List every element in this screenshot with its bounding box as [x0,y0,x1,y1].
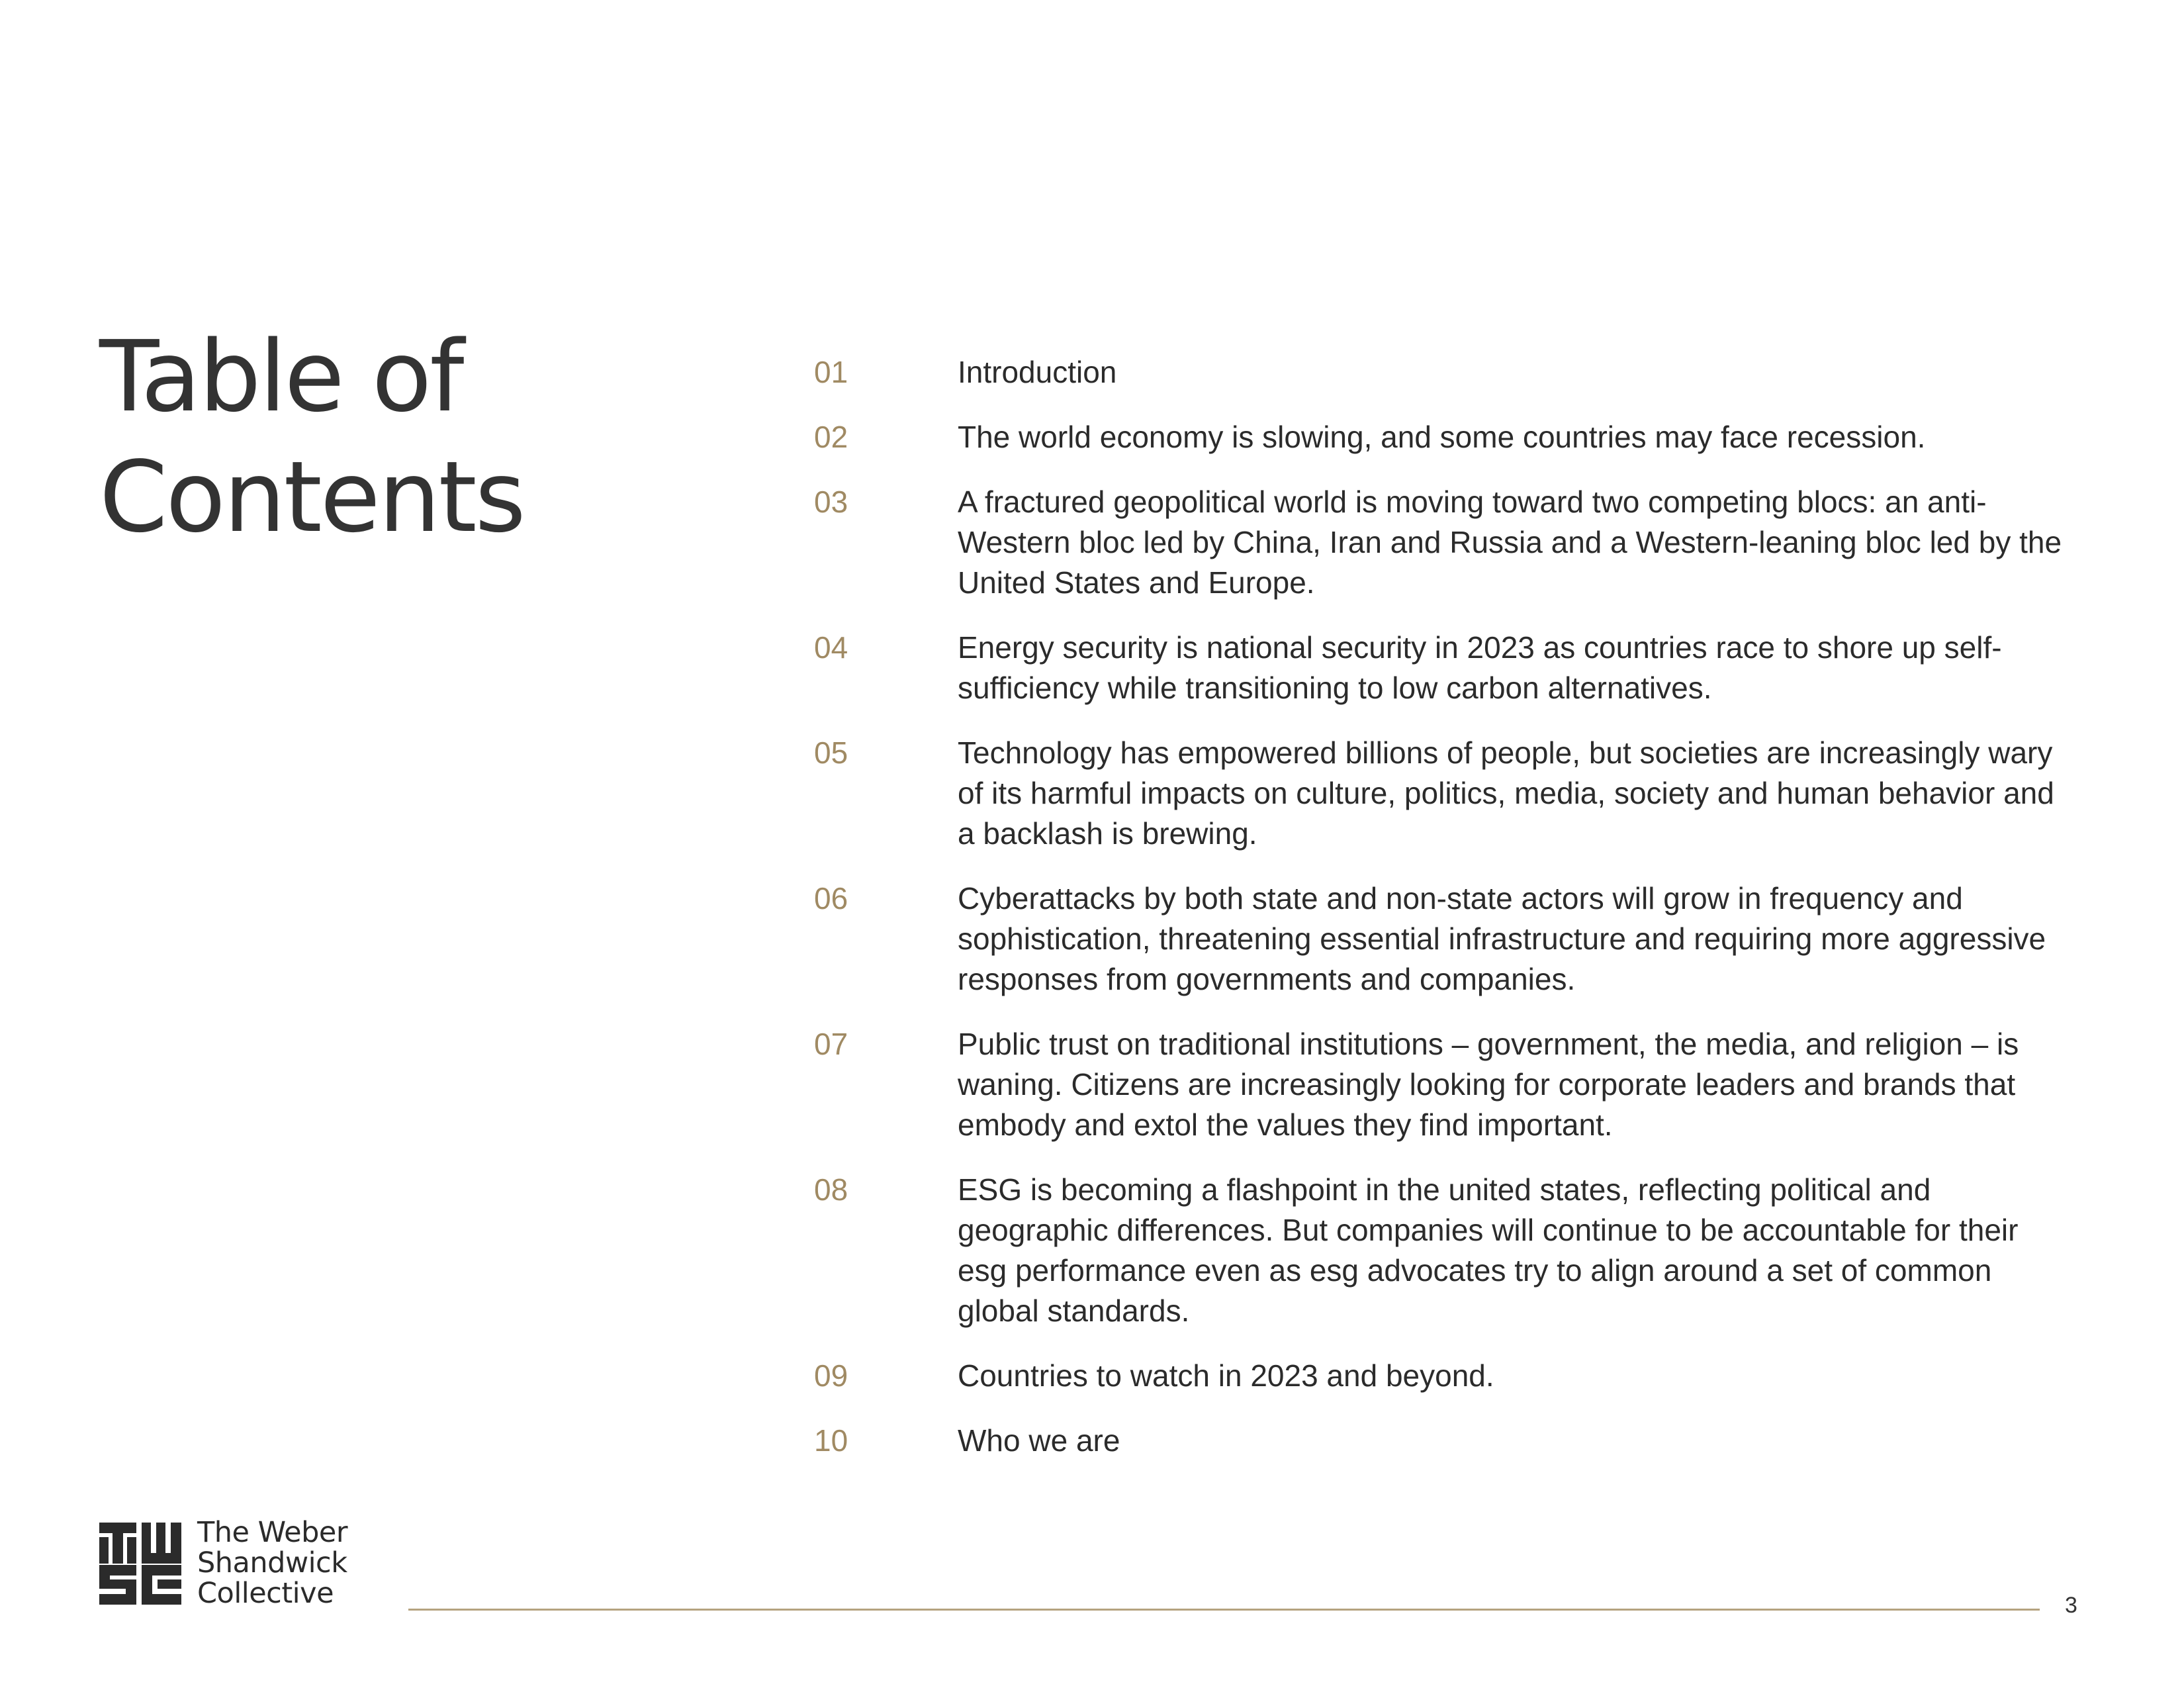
toc-item[interactable] [814,352,2071,393]
toc-item-title[interactable]: Who we are [958,1423,1120,1458]
company-name-line-2: Shandwick [197,1546,347,1579]
toc-item-number: 07 [814,1027,848,1061]
company-name-line-1: The Weber [197,1516,348,1549]
page-title [99,316,524,557]
twsc-logo-mark-icon [99,1523,181,1605]
toc-item-number: 09 [814,1358,848,1393]
company-logo [99,1516,348,1610]
toc-item-number: 06 [814,881,848,916]
toc-item-number: 08 [814,1172,848,1207]
toc-item[interactable] [814,482,2071,603]
toc-item[interactable] [814,1024,2071,1145]
toc-item-number: 04 [814,630,848,665]
page-title-line-1: Table of [99,320,463,434]
toc-item[interactable] [814,628,2071,708]
company-name-line-3: Collective [197,1577,334,1610]
toc-item-number: 01 [814,355,848,389]
footer-divider [408,1609,2040,1611]
toc-item[interactable] [814,1170,2071,1331]
toc-item-title[interactable]: Technology has empowered billions of people, but societies are increasingly wary of its harmful impacts on culture, politics, media, society and human behavior and a backlash is brewing. [958,735,2054,851]
toc-item[interactable] [814,417,2071,457]
toc-item-number: 05 [814,735,848,770]
toc-item-title[interactable]: A fractured geopolitical world is moving toward two competing blocs: an anti-Western bloc led by China, Iran and Russia and a Western-leaning bloc led by the United States and Europe. [958,485,2062,600]
toc-item-number: 03 [814,485,848,519]
toc-item[interactable] [814,1356,2071,1396]
toc-item-title[interactable]: Introduction [958,355,1117,389]
page-title-line-2: Contents [99,440,524,554]
table-of-contents [814,352,2071,1485]
toc-item-number: 02 [814,420,848,454]
toc-item[interactable] [814,1421,2071,1461]
toc-item-title[interactable]: The world economy is slowing, and some countries may face recession. [958,420,1926,454]
toc-item-number: 10 [814,1423,848,1458]
toc-item-title[interactable]: Cyberattacks by both state and non-state actors will grow in frequency and sophistication, threatening essential infrastructure and requiring more aggressive responses from governments and companies. [958,881,2046,996]
toc-item[interactable] [814,878,2071,1000]
toc-item-title[interactable]: Public trust on traditional institutions – government, the media, and religion – is waning. Citizens are increasingly looking for corporate leaders and brands that embody and extol the values they find important. [958,1027,2019,1142]
toc-item-title[interactable]: ESG is becoming a flashpoint in the united states, reflecting political and geographic differences. But companies will continue to be accountable for their esg performance even as esg advocates try to align around a set of common global standards. [958,1172,2019,1328]
company-name [197,1517,347,1609]
toc-item-title[interactable]: Countries to watch in 2023 and beyond. [958,1358,1494,1393]
toc-item[interactable] [814,733,2071,854]
toc-item-title[interactable]: Energy security is national security in 2023 as countries race to shore up self-sufficiency while transitioning to low carbon alternatives. [958,630,2002,705]
page-number: 3 [2065,1593,2077,1618]
